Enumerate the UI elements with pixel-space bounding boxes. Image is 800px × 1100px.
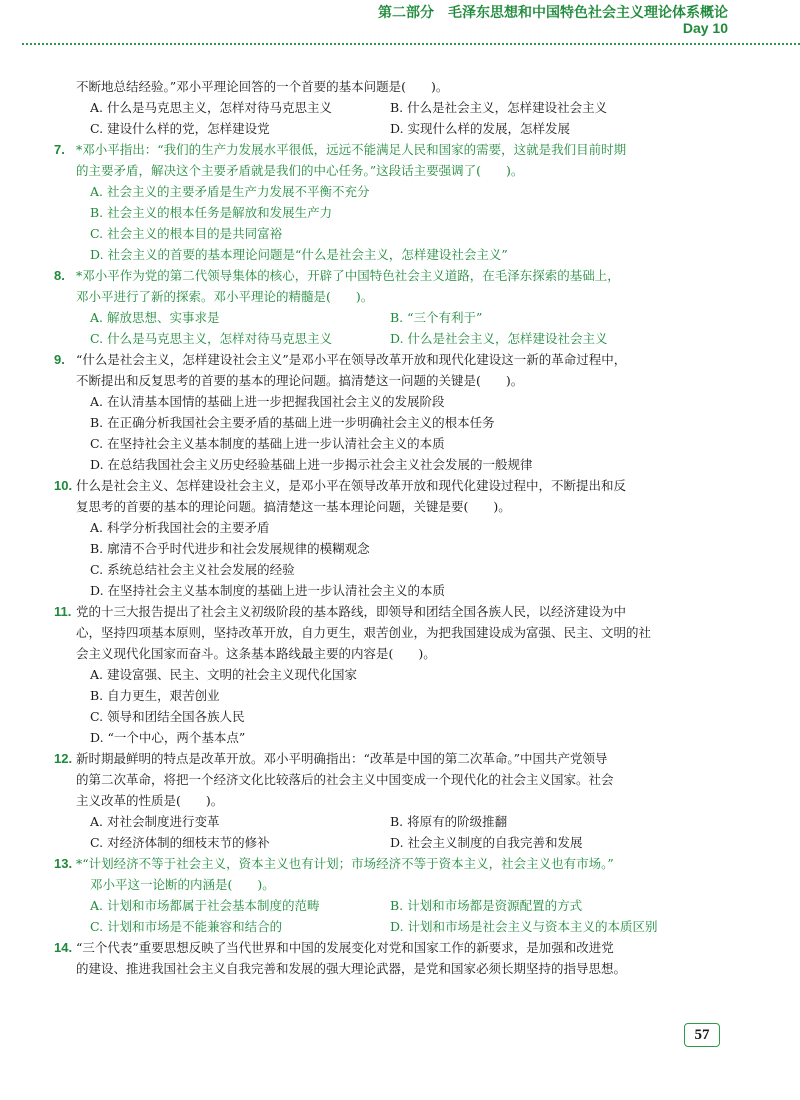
question-11 [54, 601, 732, 748]
question-text: 的建设、推进我国社会主义自我完善和发展的强大理论武器，是党和国家必须长期坚持的指导思想。 [76, 961, 627, 976]
option-d[interactable]: D. 在总结我国社会主义历史经验基础上进一步揭示社会主义社会发展的一般规律 [90, 457, 533, 472]
option-b[interactable]: B. 廓清不合乎时代进步和社会发展规律的模糊观念 [90, 541, 370, 556]
option-c[interactable]: C. 系统总结社会主义社会发展的经验 [90, 562, 295, 577]
page-header [0, 0, 800, 46]
question-text: 的第二次革命，将把一个经济文化比较落后的社会主义中国变成一个现代化的社会主义国家。社会 [76, 772, 614, 787]
option-d[interactable]: D. 社会主义的首要的基本理论问题是“什么是社会主义，怎样建设社会主义” [90, 247, 508, 262]
option-d[interactable]: D. 计划和市场是社会主义与资本主义的本质区别 [390, 919, 658, 934]
question-text: 邓小平这一论断的内涵是( )。 [90, 877, 275, 892]
option-a[interactable]: A. 建设富强、民主、文明的社会主义现代化国家 [90, 667, 357, 682]
question-number: 7. [54, 142, 65, 157]
section-title: 第二部分 毛泽东思想和中国特色社会主义理论体系概论 [378, 5, 728, 21]
option-c[interactable]: C. 对经济体制的细枝末节的修补 [90, 835, 270, 850]
option-b[interactable]: B. 在正确分析我国社会主要矛盾的基础上进一步明确社会主义的根本任务 [90, 415, 495, 430]
question-number: 11. [54, 604, 72, 619]
question-number: 9. [54, 352, 65, 367]
option-c[interactable]: C. 计划和市场是不能兼容和结合的 [90, 919, 283, 934]
option-b[interactable]: B. 自力更生，艰苦创业 [90, 688, 220, 703]
question-12 [54, 748, 732, 853]
question-10 [54, 475, 732, 601]
option-b[interactable]: B. 计划和市场都是资源配置的方式 [390, 898, 583, 913]
page-number: 57 [684, 1023, 720, 1047]
option-c[interactable]: C. 建设什么样的党，怎样建设党 [90, 121, 270, 136]
question-text: 会主义现代化国家而奋斗。这条基本路线最主要的内容是( )。 [76, 646, 436, 661]
question-9 [54, 349, 732, 475]
question-text: *“计划经济不等于社会主义，资本主义也有计划；市场经济不等于资本主义，社会主义也有市场。” [76, 856, 614, 871]
option-d[interactable]: D. 什么是社会主义，怎样建设社会主义 [390, 331, 608, 346]
question-13 [54, 853, 732, 937]
question-text: “什么是社会主义，怎样建设社会主义”是邓小平在领导改革开放和现代化建设这一新的革命过程中， [76, 352, 627, 367]
option-d[interactable]: D. 社会主义制度的自我完善和发展 [390, 835, 583, 850]
question-number: 8. [54, 268, 65, 283]
question-text: 主义改革的性质是( )。 [76, 793, 224, 808]
option-a[interactable]: A. 科学分析我国社会的主要矛盾 [90, 520, 270, 535]
option-c[interactable]: C. 什么是马克思主义，怎样对待马克思主义 [90, 331, 333, 346]
question-text: 不断提出和反复思考的首要的基本的理论问题。搞清楚这一问题的关键是( )。 [76, 373, 524, 388]
header-divider [22, 43, 800, 45]
day-label: Day 10 [682, 20, 728, 36]
question-text: 的主要矛盾，解决这个主要矛盾就是我们的中心任务。”这段话主要强调了( )。 [76, 163, 524, 178]
question-6-continuation [76, 76, 732, 139]
question-text: 党的十三大报告提出了社会主义初级阶段的基本路线，即领导和团结全国各族人民，以经济建设为中 [76, 604, 627, 619]
question-text: “三个代表”重要思想反映了当代世界和中国的发展变化对党和国家工作的新要求，是加强和改进党 [76, 940, 614, 955]
option-a[interactable]: A. 什么是马克思主义，怎样对待马克思主义 [90, 100, 332, 115]
option-a[interactable]: A. 计划和市场都属于社会基本制度的范畴 [90, 898, 320, 913]
option-a[interactable]: A. 在认清基本国情的基础上进一步把握我国社会主义的发展阶段 [90, 394, 445, 409]
question-text: 什么是社会主义、怎样建设社会主义，是邓小平在领导改革开放和现代化建设过程中，不断提出和反 [76, 478, 627, 493]
question-text: 复思考的首要的基本的理论问题。搞清楚这一基本理论问题，关键是要( )。 [76, 499, 511, 514]
option-d[interactable]: D. “一个中心，两个基本点” [90, 730, 246, 745]
option-a[interactable]: A. 对社会制度进行变革 [90, 814, 220, 829]
option-a[interactable]: A. 解放思想、实事求是 [90, 310, 220, 325]
question-text: *邓小平作为党的第二代领导集体的核心，开辟了中国特色社会主义道路，在毛泽东探索的基础上， [76, 268, 620, 283]
question-number: 10. [54, 478, 73, 493]
option-b[interactable]: B. “三个有利于” [390, 310, 483, 325]
question-number: 14. [54, 940, 73, 955]
question-14 [54, 937, 732, 979]
question-text: 新时期最鲜明的特点是改革开放。邓小平明确指出：“改革是中国的第二次革命。”中国共产党领导 [76, 751, 608, 766]
option-b[interactable]: B. 社会主义的根本任务是解放和发展生产力 [90, 205, 333, 220]
option-c[interactable]: C. 在坚持社会主义基本制度的基础上进一步认清社会主义的本质 [90, 436, 445, 451]
question-text: 不断地总结经验。”邓小平理论回答的一个首要的基本问题是( )。 [76, 79, 449, 94]
question-text: *邓小平指出：“我们的生产力发展水平很低，远远不能满足人民和国家的需要，这就是我们目前时期 [76, 142, 627, 157]
question-number: 12. [54, 751, 73, 766]
question-text: 心，坚持四项基本原则，坚持改革开放，自力更生，艰苦创业，为把我国建设成为富强、民主、文明的社 [76, 625, 652, 640]
question-list [54, 76, 732, 979]
question-7 [54, 139, 732, 265]
question-8 [54, 265, 732, 349]
question-number: 13. [54, 856, 73, 871]
option-a[interactable]: A. 社会主义的主要矛盾是生产力发展不平衡不充分 [90, 184, 370, 199]
option-c[interactable]: C. 社会主义的根本目的是共同富裕 [90, 226, 283, 241]
option-c[interactable]: C. 领导和团结全国各族人民 [90, 709, 245, 724]
option-b[interactable]: B. 什么是社会主义，怎样建设社会主义 [390, 100, 608, 115]
option-d[interactable]: D. 实现什么样的发展，怎样发展 [390, 121, 571, 136]
option-b[interactable]: B. 将原有的阶级推翻 [390, 814, 508, 829]
question-text: 邓小平进行了新的探索。邓小平理论的精髓是( )。 [76, 289, 374, 304]
option-d[interactable]: D. 在坚持社会主义基本制度的基础上进一步认清社会主义的本质 [90, 583, 446, 598]
